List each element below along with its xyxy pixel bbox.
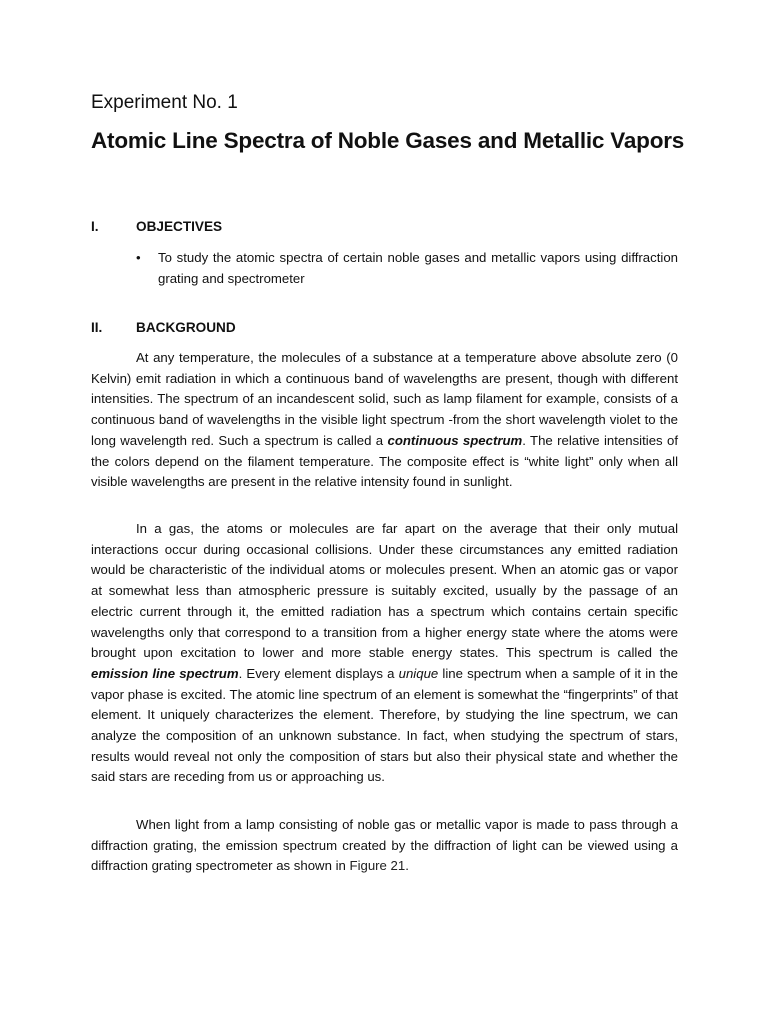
section-number: I. xyxy=(91,219,99,234)
background-paragraph-1 xyxy=(91,348,678,493)
section-heading-objectives xyxy=(91,219,222,234)
emphasis-term: emission line spectrum xyxy=(91,665,239,681)
paragraph-text: When light from a lamp consisting of noble gas or metallic vapor is made to pass through a diffraction grating, the emission spectrum created by the diffraction of light can be viewed using a diffraction grating spectrometer as shown in xyxy=(91,817,678,874)
section-title: BACKGROUND xyxy=(136,320,236,335)
paragraph-text: . The relative intensities of the colors depend on the filament temperature. The composite effect is “white light” only when all visible wavelengths are present in the relative intensity found in sunlight. xyxy=(91,432,678,490)
bullet-icon: • xyxy=(136,250,141,265)
objective-list-item xyxy=(136,247,678,289)
paragraph-text: At any temperature, the molecules of a substance at a temperature above absolute zero (0 Kelvin) emit radiation in which a continuous band of wavelengths are present, though with different intensities. The spectrum of an incandescent solid, such as lamp filament for example, consists of a continuous band of wavelengths in the visible light spectrum -from the short wavelength violet to the long wavelength red. Such a spectrum is called a xyxy=(91,350,678,448)
section-title: OBJECTIVES xyxy=(136,219,223,234)
section-number: II. xyxy=(91,320,103,335)
figure-reference: Figure 21 xyxy=(349,858,406,874)
paragraph-text: . Every element displays a xyxy=(238,665,399,681)
section-heading-background xyxy=(91,320,236,335)
paragraph-text: . xyxy=(405,858,409,874)
background-paragraph-2 xyxy=(91,519,678,788)
paragraph-text: In a gas, the atoms or molecules are far apart on the average that their only mutual interactions occur during occasional collisions. Under these circumstances any emitted radiation would be characteristic of the individual atoms or molecules present. When an atomic gas or vapor at somewhat less than atmospheric pressure is suitably excited, usually by the passage of an electric current through it, the emitted radiation has a spectrum which contains certain specific wavelengths only that correspond to a transition from a higher energy state where the atoms were brought upon excitation to lower and more stable energy states. This spectrum is called the xyxy=(91,521,678,661)
objective-text: To study the atomic spectra of certain noble gases and metallic vapors using diffraction grating and spectrometer xyxy=(158,250,678,286)
paragraph-text: line spectrum when a sample of it in the vapor phase is excited. The atomic line spectrum of an element is somewhat the “fingerprints” of that element. It uniquely characterizes the element. Therefore, by studying the line spectrum, we can analyze the composition of an unknown substance. In fact, when studying the spectrum of stars, results would reveal not only the composition of stars but also their physical state and whether the said stars are receding from us or approaching us. xyxy=(91,665,679,785)
experiment-number: Experiment No. 1 xyxy=(91,92,238,113)
document-title: Atomic Line Spectra of Noble Gases and Metallic Vapors xyxy=(91,128,685,153)
italic-term: unique xyxy=(398,665,439,681)
background-paragraph-3 xyxy=(91,815,678,877)
emphasis-term: continuous spectrum xyxy=(387,432,523,448)
